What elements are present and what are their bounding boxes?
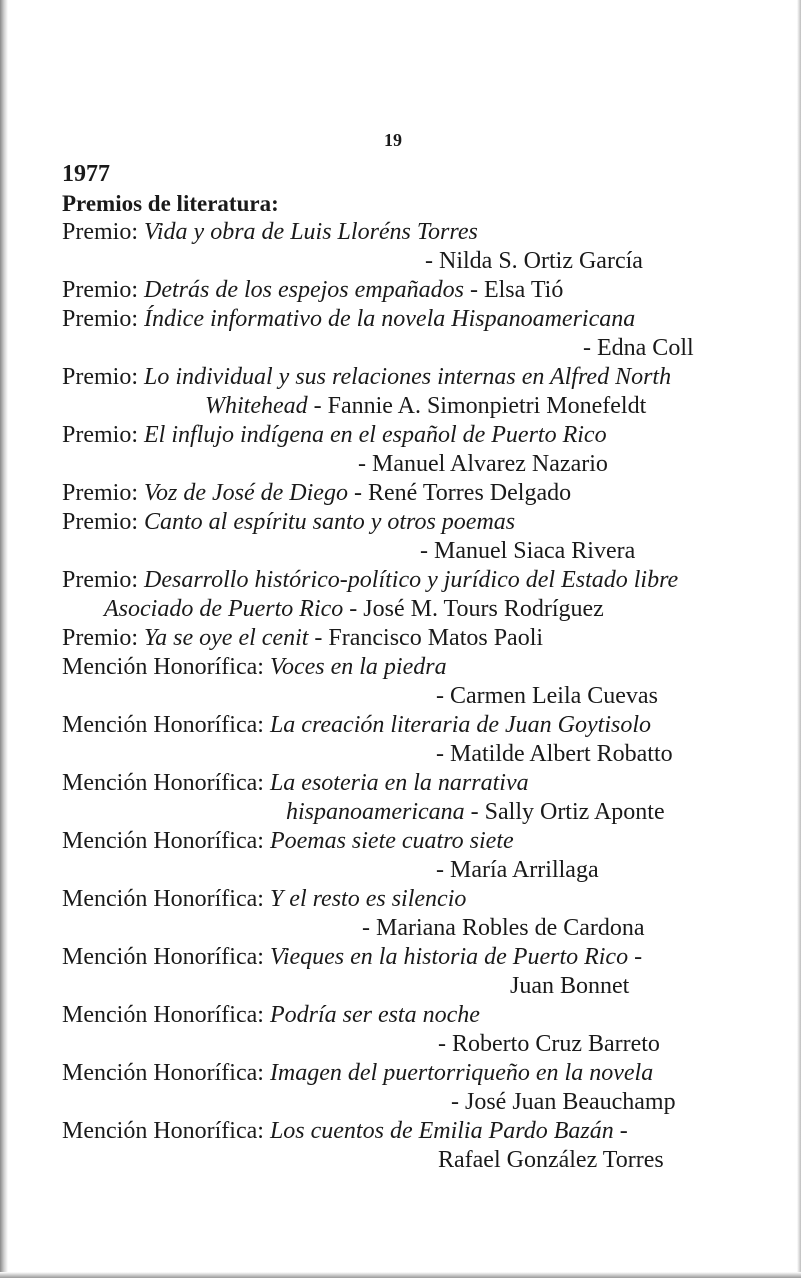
page-right-edge-shadow [797, 0, 801, 1278]
award-author-line [583, 334, 694, 363]
work-title: La esoteria en la narrativa [269, 770, 529, 796]
award-label: Mención Honorífica: [62, 770, 270, 796]
award-label: Mención Honorífica: [62, 1060, 270, 1086]
work-title: Vida y obra de Luis Lloréns Torres [144, 219, 478, 245]
author-name: - María Arrillaga [436, 857, 599, 883]
page-bottom-edge-shadow [0, 1272, 801, 1278]
author-name: - Carmen Leila Cuevas [436, 683, 658, 709]
award-entry [62, 479, 571, 508]
author-name: - [613, 1118, 628, 1144]
year-heading: 1977 [62, 161, 110, 187]
award-author-line [510, 972, 629, 1001]
award-entry [62, 363, 671, 392]
author-name: - Elsa Tió [463, 277, 564, 303]
section-title: Premios de literatura: [62, 191, 279, 216]
honorable-mention-entry [62, 1059, 653, 1088]
award-label: Mención Honorífica: [62, 944, 270, 970]
author-name: - Roberto Cruz Barreto [438, 1031, 660, 1057]
author-name: - Manuel Alvarez Nazario [358, 451, 608, 477]
award-label: Premio: [62, 480, 144, 506]
award-author-line [451, 1088, 676, 1117]
work-title: Índice informativo de la novela Hispanoamericana [144, 306, 636, 332]
honorable-mention-entry [62, 769, 529, 798]
work-title: El influjo indígena en el español de Puerto Rico [144, 422, 607, 448]
honorable-mention-entry [62, 1001, 480, 1030]
work-title: Ya se oye el cenit [144, 625, 309, 651]
award-label: Premio: [62, 277, 144, 303]
work-title: Voces en la piedra [269, 654, 447, 680]
award-label: Mención Honorífica: [62, 654, 270, 680]
award-label: Premio: [62, 625, 144, 651]
award-continuation-line [205, 392, 646, 421]
award-entry [62, 276, 563, 305]
author-name: - Francisco Matos Paoli [308, 625, 544, 651]
award-entry [62, 421, 607, 450]
work-title: Whitehead [205, 393, 308, 419]
honorable-mention-entry [62, 943, 642, 972]
honorable-mention-entry [62, 653, 447, 682]
work-title: Canto al espíritu santo y otros poemas [144, 509, 516, 535]
award-author-line [358, 450, 608, 479]
award-label: Mención Honorífica: [62, 828, 270, 854]
award-continuation-line [286, 798, 665, 827]
award-continuation-line [104, 595, 604, 624]
work-title: Asociado de Puerto Rico [104, 596, 344, 622]
author-name: - Fannie A. Simonpietri Monefeldt [307, 393, 647, 419]
award-label: Premio: [62, 364, 144, 390]
award-author-line [420, 537, 635, 566]
award-label: Mención Honorífica: [62, 1118, 270, 1144]
honorable-mention-entry [62, 1117, 628, 1146]
author-name: - Edna Coll [583, 335, 694, 361]
honorable-mention-entry [62, 711, 651, 740]
award-author-line [425, 247, 643, 276]
work-title: hispanoamericana [286, 799, 465, 825]
award-author-line [436, 740, 673, 769]
author-name: - Nilda S. Ortiz García [425, 248, 643, 274]
award-author-line [436, 856, 599, 885]
work-title: Imagen del puertorriqueño en la novela [269, 1060, 654, 1086]
author-name: - José M. Tours Rodríguez [343, 596, 604, 622]
award-entry [62, 566, 678, 595]
award-label: Mención Honorífica: [62, 886, 270, 912]
award-author-line [436, 682, 658, 711]
award-entry [62, 624, 543, 653]
work-title: Y el resto es silencio [269, 886, 467, 912]
award-entry [62, 305, 635, 334]
award-label: Premio: [62, 219, 144, 245]
page-number: 19 [384, 130, 402, 150]
award-author-line [362, 914, 645, 943]
award-author-line [438, 1146, 664, 1175]
award-entry [62, 508, 515, 537]
award-author-line [438, 1030, 660, 1059]
award-label: Premio: [62, 422, 144, 448]
work-title: La creación literaria de Juan Goytisolo [269, 712, 651, 738]
work-title: Detrás de los espejos empañados [144, 277, 464, 303]
author-name: Rafael González Torres [438, 1147, 664, 1173]
author-name: - René Torres Delgado [347, 480, 572, 506]
author-name: - Sally Ortiz Aponte [464, 799, 665, 825]
page-left-edge-shadow [0, 0, 8, 1278]
work-title: Lo individual y sus relaciones internas en Alfred North [144, 364, 672, 390]
award-entry [62, 218, 478, 247]
honorable-mention-entry [62, 885, 466, 914]
award-label: Mención Honorífica: [62, 712, 270, 738]
work-title: Vieques en la historia de Puerto Rico [269, 944, 629, 970]
author-name: - Matilde Albert Robatto [436, 741, 673, 767]
work-title: Los cuentos de Emilia Pardo Bazán [269, 1118, 614, 1144]
author-name: Juan Bonnet [510, 973, 630, 999]
author-name: - José Juan Beauchamp [451, 1089, 676, 1115]
work-title: Desarrollo histórico-político y jurídico del Estado libre [144, 567, 679, 593]
author-name: - [628, 944, 643, 970]
work-title: Poemas siete cuatro siete [269, 828, 514, 854]
award-label: Premio: [62, 567, 144, 593]
work-title: Podría ser esta noche [269, 1002, 480, 1028]
award-label: Premio: [62, 509, 144, 535]
author-name: - Mariana Robles de Cardona [362, 915, 645, 941]
work-title: Voz de José de Diego [144, 480, 348, 506]
award-label: Mención Honorífica: [62, 1002, 270, 1028]
award-label: Premio: [62, 306, 144, 332]
honorable-mention-entry [62, 827, 514, 856]
author-name: - Manuel Siaca Rivera [420, 538, 636, 564]
